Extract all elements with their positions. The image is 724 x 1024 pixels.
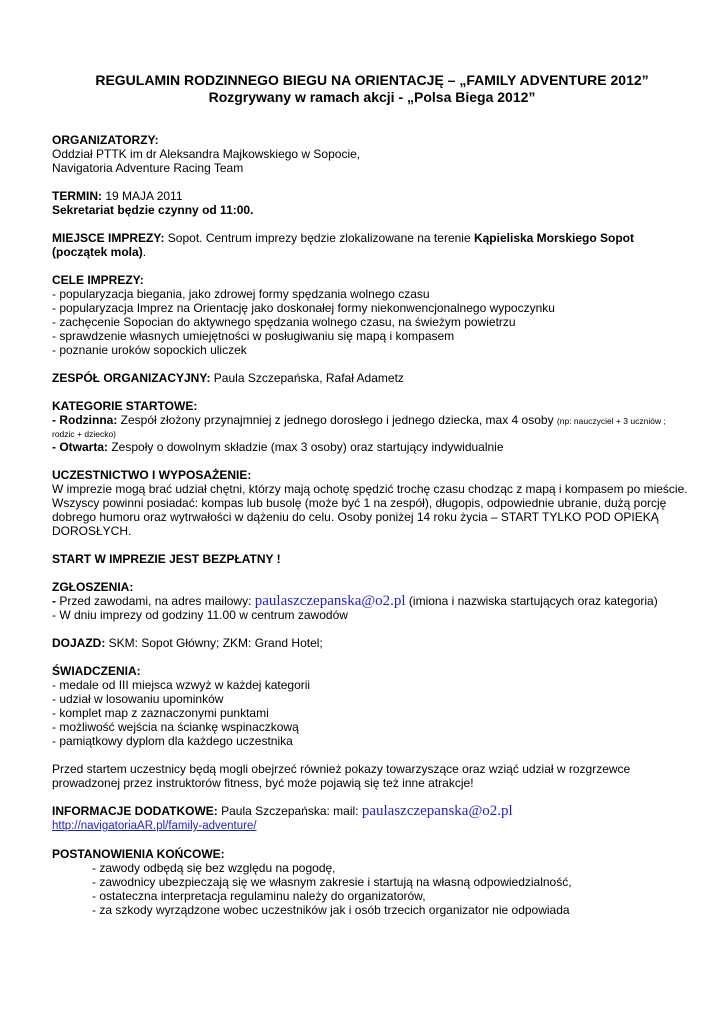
extra-line: Przed startem uczestnicy będą mogli obejrzeć również pokazy towarzyszące oraz wziąć udział w rozgrzewce: [52, 762, 631, 776]
goal-item: - popularyzacja Imprez na Orientację jako doskonałej formy niekonwencjonalnego wypoczynku: [52, 301, 555, 315]
info-label: INFORMACJE DODATKOWE:: [52, 804, 218, 818]
category-family-text: Zespół złożony przynajmniej z jednego dorosłego i jednego dziecka, max 4 osoby: [117, 413, 557, 427]
category-open-text: Zespoły o dowolnym składzie (max 3 osoby) oraz startujący indywidualnie: [108, 440, 504, 454]
final-item: - za szkody wyrządzone wobec uczestników jak i osób trzecich organizator nie odpowiada: [92, 903, 570, 917]
info-section: [52, 804, 692, 833]
final-heading: POSTANOWIENIA KOŃCOWE:: [52, 847, 225, 861]
benefit-item: - udział w losowaniu upominków: [52, 692, 224, 706]
registration-heading: ZGŁOSZENIA:: [52, 580, 134, 594]
goals-section: [52, 273, 692, 357]
term-label: TERMIN:: [52, 189, 102, 203]
participation-heading: UCZESTNICTWO I WYPOSAŻENIE:: [52, 468, 252, 482]
participation-line: Wszyscy powinni posiadać: kompas lub busolę (może być 1 na zespół), długopis, odpowiednie ubranie, dużą porcję: [52, 496, 667, 510]
transport-section: [52, 636, 692, 650]
title-line-2: Rozgrywany w ramach akcji - „Polsa Biega 2012”: [208, 89, 536, 105]
final-item: - zawodnicy ubezpieczają się we własnym zakresie i startują na własną odpowiedzialność,: [92, 875, 572, 889]
categories-heading: KATEGORIE STARTOWE:: [52, 399, 198, 413]
participation-line: W imprezie mogą brać udział chętni, którzy mają ochotę spędzić trochę czasu chodząc z mapą i kompasem po mieście.: [52, 482, 688, 496]
secretariat-text: Sekretariat będzie czynny od 11:00.: [52, 203, 254, 217]
title-line-1: REGULAMIN RODZINNEGO BIEGU NA ORIENTACJĘ – „FAMILY ADVENTURE 2012”: [95, 72, 649, 88]
organizers-section: [52, 133, 692, 175]
benefit-item: - możliwość wejścia na ściankę wspinaczkową: [52, 720, 299, 734]
goal-item: - poznanie uroków sopockich uliczek: [52, 343, 247, 357]
registration-section: [52, 580, 692, 622]
categories-section: [52, 399, 692, 454]
organizers-line: Oddział PTTK im dr Aleksandra Majkowskiego w Sopocie,: [52, 147, 361, 161]
term-value: 19 MAJA 2011: [102, 189, 183, 203]
venue-place: Kąpieliska Morskiego Sopot: [473, 231, 635, 245]
participation-section: [52, 468, 692, 538]
team-label: ZESPÓŁ ORGANIZACYJNY:: [52, 371, 211, 385]
venue-place-detail: (początek mola): [52, 245, 143, 259]
registration-note: (imiona i nazwiska startujących oraz kategoria): [405, 594, 658, 608]
free-section: [52, 552, 692, 566]
benefits-heading: ŚWIADCZENIA:: [52, 664, 141, 678]
category-open-label: - Otwarta:: [52, 440, 109, 454]
participation-line: DOROSŁYCH.: [52, 524, 132, 538]
info-email-link[interactable]: paulaszczepanska@o2.pl: [361, 803, 513, 819]
benefit-item: - pamiątkowy dyplom dla każdego uczestnika: [52, 734, 293, 748]
benefit-item: - komplet map z zaznaczonymi punktami: [52, 706, 269, 720]
extra-line: prowadzonej przez instruktorów fitness, być może pojawią się też inne atrakcje!: [52, 776, 474, 790]
category-family-label: - Rodzinna:: [52, 413, 118, 427]
document-page: [52, 72, 692, 917]
participation-line: dobrego humoru oraz wytrwałości w dążeniu do celu. Osoby poniżej 14 roku życia – START TYLKO POD OPIEKĄ: [52, 510, 659, 524]
final-section: [52, 847, 692, 917]
venue-text: Sopot. Centrum imprezy będzie zlokalizowane na terenie: [164, 231, 474, 245]
venue-end: .: [142, 245, 147, 259]
registration-line-2: - W dniu imprezy od godziny 11.00 w centrum zawodów: [52, 608, 348, 622]
registration-email-link[interactable]: paulaszczepanska@o2.pl: [254, 593, 406, 609]
goals-heading: CELE IMPREZY:: [52, 273, 144, 287]
category-family-note-cont: rodzic + dziecko): [52, 429, 117, 439]
goal-item: - sprawdzenie własnych umiejętności w posługiwaniu się mapą i kompasem: [52, 329, 455, 343]
transport-value: SKM: Sopot Główny; ZKM: Grand Hotel;: [105, 636, 323, 650]
organizers-line: Navigatoria Adventure Racing Team: [52, 161, 244, 175]
term-section: [52, 189, 692, 217]
final-item: - ostateczna interpretacja regulaminu należy do organizatorów,: [92, 889, 426, 903]
venue-label: MIEJSCE IMPREZY:: [52, 231, 165, 245]
extra-section: [52, 762, 692, 790]
benefits-section: [52, 664, 692, 748]
free-start-notice: START W IMPREZIE JEST BEZPŁATNY !: [52, 552, 281, 566]
transport-label: DOJAZD:: [52, 636, 106, 650]
category-family-note: (np: nauczyciel + 3 uczniów ;: [556, 416, 666, 426]
registration-dash: -: [52, 594, 56, 608]
info-text: Paula Szczepańska: mail:: [217, 804, 362, 818]
document-title: [52, 72, 692, 106]
venue-section: [52, 231, 692, 259]
organizers-heading: ORGANIZATORZY:: [52, 133, 159, 147]
team-value: Paula Szczepańska, Rafał Adametz: [210, 371, 404, 385]
final-item: - zawody odbędą się bez względu na pogodę,: [92, 861, 336, 875]
info-url-link[interactable]: http://navigatoriaAR.pl/family-adventure/: [52, 820, 257, 832]
team-section: [52, 371, 692, 385]
goal-item: - zachęcenie Sopocian do aktywnego spędzania wolnego czasu, na świeżym powietrzu: [52, 315, 516, 329]
benefit-item: - medale od III miejsca wzwyż w każdej kategorii: [52, 678, 311, 692]
goal-item: - popularyzacja biegania, jako zdrowej formy spędzania wolnego czasu: [52, 287, 430, 301]
registration-text: Przed zawodami, na adres mailowy:: [56, 594, 255, 608]
